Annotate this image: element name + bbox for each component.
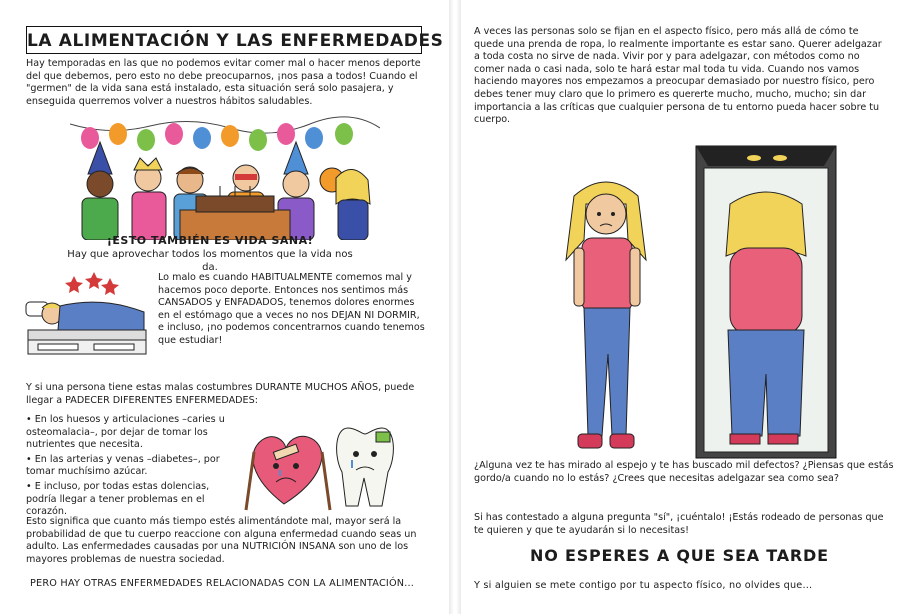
page-title: LA ALIMENTACIÓN Y LAS ENFERMEDADES bbox=[26, 26, 422, 54]
right-intro-paragraph: A veces las personas solo se fijan en el aspecto físico, pero más allá de cómo te quede una prenda de ropa, lo realmente importante es estar sano. Querer adelgazar a toda costa no sirve de nada. Vivir por y para adelgazar, con métodos como no comer nada o casi nada, solo te hará estar mal toda tu vida. Cuando nos vamos haciendo mayores nos empezamos a preocupar demasiado por nuestro físico, pero debes tener muy claro que lo primero es quererte mucho, mucho, mucho; sin dar importancia a las críticas que cualquier persona de tu entorno pueda hacer sobre tu cuerpo. bbox=[474, 26, 882, 126]
meaning-paragraph: Esto significa que cuanto más tiempo estés alimentándote mal, mayor será la probabilidad de que tu cuerpo reaccione con alguna enfermedad cuando seas un adulto. Las enfermedades causadas por una NUTRICIÓN INSANA son uno de los mayores problemas de nuestra sociedad. bbox=[26, 516, 417, 565]
left-closing-line: PERO HAY OTRAS ENFERMEDADES RELACIONADAS CON LA ALIMENTACIÓN... bbox=[30, 578, 415, 589]
girl-figure bbox=[566, 182, 646, 448]
mirror-questions-paragraph: ¿Alguna vez te has mirado al espejo y te has buscado mil defectos? ¿Piensas que estás gordo/a cuando no lo estás? ¿Crees que necesitas adelgazar sea como sea? bbox=[474, 460, 894, 484]
long-years-paragraph: Y si una persona tiene estas malas costumbres DURANTE MUCHOS AÑOS, puede llegar a PADECER DIFERENTES ENFERMEDADES: bbox=[26, 382, 415, 406]
mirror bbox=[696, 146, 836, 458]
party-caption-title: ¡ESTO TAMBIÉN ES VIDA SANA! bbox=[106, 234, 314, 247]
intro-paragraph: Hay temporadas en las que no podemos evitar comer mal o hacer menos deporte del que debemos, pero esto no debe preocuparnos, ¡nos pasa a todos! Cuando el "germen" de la vida sana está instalado, esta situación será solo pasajera, y enseguida querremos volver a nuestros hábitos saludables. bbox=[26, 58, 421, 107]
sick-child-in-bed bbox=[22, 270, 152, 360]
right-closing-line: Y si alguien se mete contigo por tu aspecto físico, no olvides que... bbox=[474, 580, 813, 591]
balloons bbox=[81, 123, 353, 151]
party-illustration bbox=[70, 114, 380, 240]
right-page bbox=[460, 0, 900, 614]
sick-heart-and-tooth-illustration bbox=[240, 412, 420, 512]
support-paragraph: Si has contestado a alguna pregunta "sí", ¡cuéntalo! ¡Estás rodeado de personas que te quieren y que te ayudarán si lo necesitas! bbox=[474, 512, 884, 536]
list-item: • E incluso, por todas estas dolencias, podría llegar a tener problemas en el corazón. bbox=[26, 480, 210, 518]
headline-no-esperes: NO ESPERES A QUE SEA TARDE bbox=[530, 546, 829, 565]
party-caption-subtitle: Hay que aprovechar todos los momentos que la vida nos da. bbox=[67, 249, 353, 273]
disease-list bbox=[26, 414, 234, 521]
list-item: • En los huesos y articulaciones –caries u osteomalacia–, por dejar de tomar los nutrientes que necesita. bbox=[26, 414, 225, 451]
party-caption bbox=[60, 234, 360, 274]
list-item: • En las arterias y venas –diabetes–, por tomar muchísimo azúcar. bbox=[26, 453, 220, 478]
bad-habits-paragraph: Lo malo es cuando HABITUALMENTE comemos mal y hacemos poco deporte. Entonces nos sentimos más CANSADOS y ENFADADOS, tenemos dolores enormes en el estómago que a veces no nos DEJAN NI DORMIR, e incluso, ¡no podemos concentrarnos cuando tenemos que estudiar! bbox=[158, 272, 425, 346]
girl-and-mirror-illustration bbox=[554, 144, 854, 460]
